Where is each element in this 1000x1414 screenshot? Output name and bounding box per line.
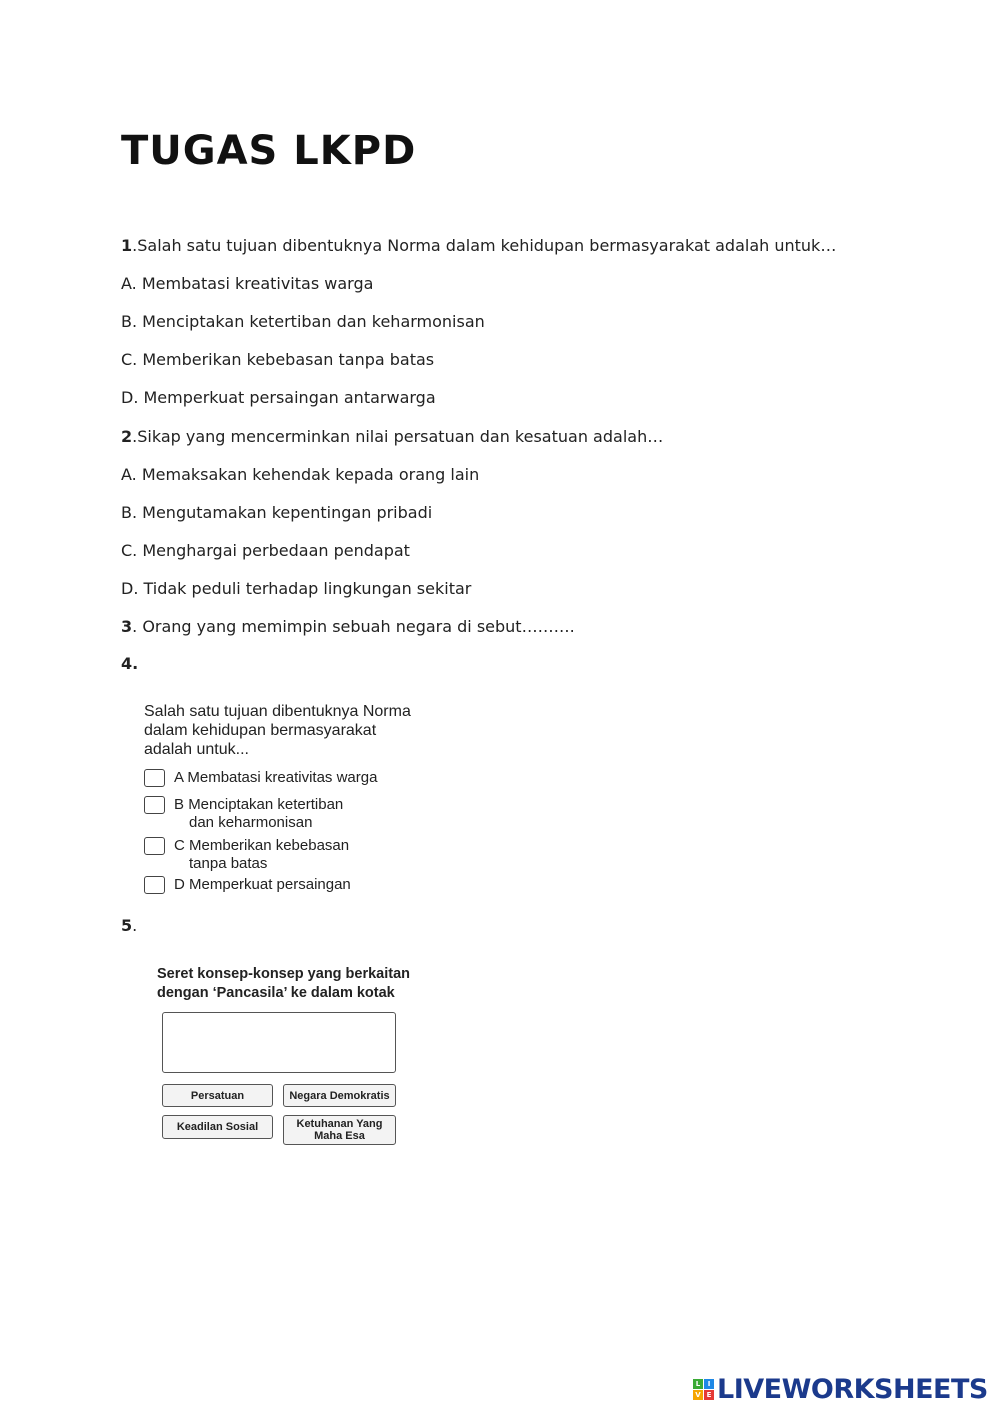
question-4-widget (144, 702, 464, 893)
q4-option-c[interactable]: C Memberikan kebebasan tanpa batas (144, 837, 349, 873)
q4-option-b[interactable]: B Menciptakan ketertiban dan keharmonisan (144, 796, 343, 832)
question-1-number: 1 (121, 236, 133, 255)
q2-option-b: B. Mengutamakan kepentingan pribadi (121, 503, 433, 522)
question-2-number: 2 (121, 427, 133, 446)
q2-option-a: A. Memaksakan kehendak kepada orang lain (121, 465, 480, 484)
q1-option-c: C. Memberikan kebebasan tanpa batas (121, 350, 435, 369)
q1-option-a: A. Membatasi kreativitas warga (121, 274, 374, 293)
q1-option-b: B. Menciptakan ketertiban dan keharmonisan (121, 312, 485, 331)
question-5-prompt: Seret konsep-konsep yang berkaitan dengan ‘Pancasila’ ke dalam kotak (157, 966, 411, 1001)
liveworksheets-logo (693, 1374, 988, 1405)
chip-keadilan-sosial[interactable]: Keadilan Sosial (162, 1115, 273, 1139)
q4-checkbox-b[interactable] (144, 796, 165, 814)
q4-checkbox-a[interactable] (144, 769, 165, 787)
q4-option-d[interactable]: D Memperkuat persaingan (144, 876, 351, 894)
question-1-text: .Salah satu tujuan dibentuknya Norma dalam kehidupan bermasyarakat adalah untuk… (132, 236, 837, 255)
logo-mark-icon: L I V E (693, 1379, 714, 1400)
question-1 (121, 236, 836, 255)
question-3-number: 3 (121, 617, 133, 636)
question-4-prompt: Salah satu tujuan dibentuknya Norma dalam kehidupan bermasyarakat adalah untuk... (144, 703, 411, 758)
chip-negara-demokratis[interactable]: Negara Demokratis (283, 1084, 396, 1107)
question-3-text: . Orang yang memimpin sebuah negara di sebut………. (132, 617, 575, 636)
q4-checkbox-d[interactable] (144, 876, 165, 894)
page-title: TUGAS LKPD (121, 128, 417, 174)
question-2 (121, 427, 663, 446)
question-3 (121, 617, 575, 636)
q4-option-a[interactable]: A Membatasi kreativitas warga (144, 769, 377, 787)
drop-target-box[interactable] (162, 1012, 396, 1073)
chip-persatuan[interactable]: Persatuan (162, 1084, 273, 1107)
logo-text: LIVEWORKSHEETS (717, 1374, 988, 1405)
question-2-text: .Sikap yang mencerminkan nilai persatuan dan kesatuan adalah… (132, 427, 664, 446)
question-4-number: 4. (121, 654, 139, 673)
q1-option-d: D. Memperkuat persaingan antarwarga (121, 388, 436, 407)
chip-ketuhanan[interactable]: Ketuhanan Yang Maha Esa (283, 1115, 396, 1145)
q4-checkbox-c[interactable] (144, 837, 165, 855)
q2-option-d: D. Tidak peduli terhadap lingkungan sekitar (121, 579, 472, 598)
question-5-number: 5. (121, 916, 138, 935)
q2-option-c: C. Menghargai perbedaan pendapat (121, 541, 410, 560)
